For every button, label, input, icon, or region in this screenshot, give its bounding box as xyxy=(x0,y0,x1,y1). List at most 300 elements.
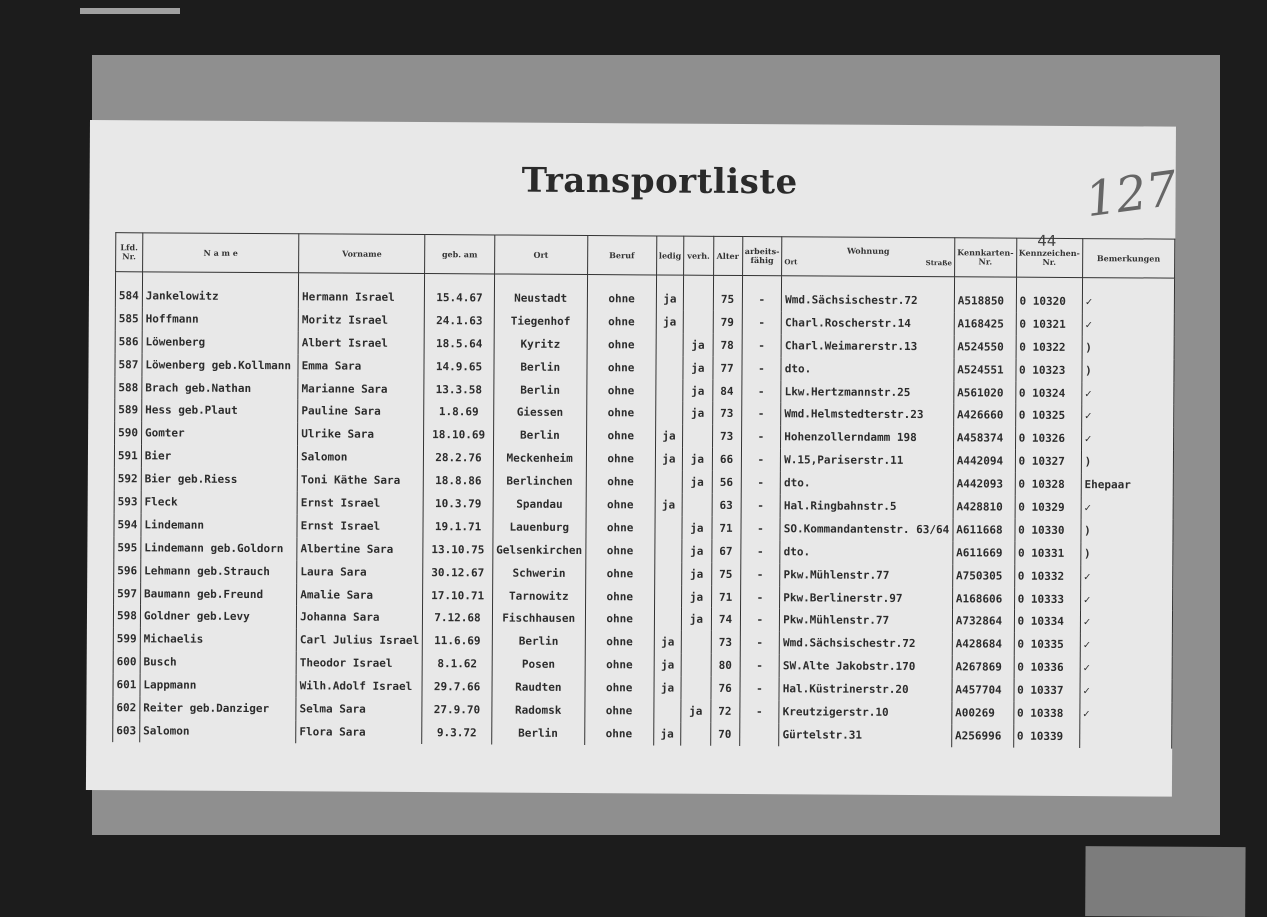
row-bemerkungen: ✓ xyxy=(1081,382,1173,405)
row-wohnung: Pkw.Berlinerstr.97 xyxy=(780,586,953,610)
row-wohnung: dto. xyxy=(780,540,953,564)
header-alter: Alter xyxy=(713,236,742,275)
header-ort: Ort xyxy=(494,235,587,275)
row-arbeitsfaehig: - xyxy=(742,334,782,357)
row-kennkarten: A518850 xyxy=(954,277,1016,313)
row-verh xyxy=(681,654,710,677)
row-ledig xyxy=(654,608,682,631)
row-alter: 73 xyxy=(711,631,740,654)
row-geb-am: 19.1.71 xyxy=(423,515,493,538)
row-name: Busch xyxy=(140,651,296,675)
row-wohnung: Pkw.Mühlenstr.77 xyxy=(780,609,953,633)
row-vorname: Wilh.Adolf Israel xyxy=(296,674,422,698)
row-alter: 84 xyxy=(712,379,741,402)
row-arbeitsfaehig: - xyxy=(741,517,781,540)
row-verh xyxy=(682,494,711,517)
row-arbeitsfaehig: - xyxy=(742,357,782,380)
row-vorname: Selma Sara xyxy=(296,697,422,721)
row-nr: 601 xyxy=(113,673,140,696)
row-nr: 595 xyxy=(114,536,141,559)
row-arbeitsfaehig: - xyxy=(740,586,780,609)
row-bemerkungen: ✓ xyxy=(1080,588,1172,611)
row-bemerkungen: ) xyxy=(1081,450,1173,473)
row-ort: Tiegenhof xyxy=(494,309,587,332)
row-name: Lappmann xyxy=(140,673,296,697)
header-arbeitsfaehig: arbeits- fähig xyxy=(742,236,782,275)
row-verh: ja xyxy=(682,517,711,540)
row-bemerkungen: ✓ xyxy=(1082,278,1175,314)
page-number: 44 xyxy=(1037,231,1057,250)
row-arbeitsfaehig: - xyxy=(741,471,781,494)
row-alter: 71 xyxy=(711,585,740,608)
row-arbeitsfaehig: - xyxy=(740,654,780,677)
row-nr: 588 xyxy=(115,376,142,399)
row-wohnung: Hohenzollerndamm 198 xyxy=(781,426,954,450)
row-alter: 73 xyxy=(712,425,741,448)
row-name: Reiter geb.Danziger xyxy=(140,696,296,720)
row-ledig xyxy=(655,471,683,494)
row-name: Gomter xyxy=(141,422,297,446)
row-kennkarten: A00269 xyxy=(952,701,1014,724)
row-kennkarten: A458374 xyxy=(953,427,1015,450)
row-ledig xyxy=(656,333,684,356)
row-beruf: ohne xyxy=(587,356,656,379)
row-arbeitsfaehig: - xyxy=(740,540,780,563)
row-kennzeichen: 0 10322 xyxy=(1016,335,1082,358)
row-bemerkungen: ✓ xyxy=(1080,656,1172,679)
row-nr: 593 xyxy=(114,490,141,513)
row-beruf: ohne xyxy=(585,676,654,699)
row-arbeitsfaehig: - xyxy=(741,425,781,448)
row-kennkarten: A168606 xyxy=(952,587,1014,610)
header-bemerkungen: Bemerkungen xyxy=(1082,239,1175,279)
header-wohnung-sub xyxy=(784,257,952,267)
row-arbeitsfaehig: - xyxy=(739,700,779,723)
row-kennkarten: A524550 xyxy=(954,335,1016,358)
row-verh: ja xyxy=(683,402,712,425)
row-beruf: ohne xyxy=(587,333,656,356)
row-name: Lindemann geb.Goldorn xyxy=(141,536,297,560)
row-kennkarten: A457704 xyxy=(952,678,1014,701)
row-bemerkungen: ✓ xyxy=(1080,633,1172,656)
row-verh: ja xyxy=(683,333,712,356)
row-nr: 600 xyxy=(113,650,140,673)
row-kennkarten: A168425 xyxy=(954,312,1016,335)
row-name: Bier xyxy=(141,445,297,469)
row-alter: 73 xyxy=(712,402,741,425)
row-kennkarten: A611669 xyxy=(953,541,1015,564)
row-ort: Radomsk xyxy=(492,698,585,721)
row-geb-am: 27.9.70 xyxy=(422,698,492,721)
row-kennkarten: A442094 xyxy=(953,450,1015,473)
row-kennzeichen: 0 10323 xyxy=(1016,358,1082,381)
row-geb-am: 18.8.86 xyxy=(424,469,494,492)
row-ledig: ja xyxy=(654,654,682,677)
row-wohnung: W.15,Pariserstr.11 xyxy=(781,448,954,472)
row-geb-am: 18.5.64 xyxy=(424,332,494,355)
row-bemerkungen: ) xyxy=(1082,336,1174,359)
row-geb-am: 14.9.65 xyxy=(424,355,494,378)
row-kennzeichen: 0 10327 xyxy=(1015,450,1081,473)
row-wohnung: Wmd.Helmstedterstr.23 xyxy=(781,403,954,427)
row-vorname: Carl Julius Israel xyxy=(296,629,422,653)
row-name: Lehmann geb.Strauch xyxy=(141,559,297,583)
row-verh: ja xyxy=(681,700,710,723)
row-nr: 591 xyxy=(114,444,141,467)
row-kennzeichen: 0 10334 xyxy=(1014,610,1080,633)
row-vorname: Pauline Sara xyxy=(298,400,424,424)
row-vorname: Albert Israel xyxy=(298,331,424,355)
row-ort: Tarnowitz xyxy=(492,584,585,607)
row-geb-am: 30.12.67 xyxy=(423,561,493,584)
row-ledig xyxy=(654,516,682,539)
row-bemerkungen: Ehepaar xyxy=(1081,473,1173,496)
row-beruf: ohne xyxy=(585,608,654,631)
row-kennzeichen: 0 10325 xyxy=(1015,404,1081,427)
row-kennkarten: A524551 xyxy=(954,358,1016,381)
row-beruf: ohne xyxy=(586,401,655,424)
row-beruf: ohne xyxy=(587,275,656,311)
row-ort: Fischhausen xyxy=(492,607,585,630)
row-ledig xyxy=(655,356,683,379)
row-arbeitsfaehig: - xyxy=(740,563,780,586)
row-ort: Berlin xyxy=(492,630,585,653)
row-kennzeichen: 0 10339 xyxy=(1013,725,1079,748)
transport-list-sheet xyxy=(86,120,1181,797)
row-ort: Giessen xyxy=(493,401,586,424)
row-nr: 598 xyxy=(113,605,140,628)
row-name: Brach geb.Nathan xyxy=(142,376,298,400)
row-verh: ja xyxy=(682,562,711,585)
row-alter: 78 xyxy=(713,334,742,357)
row-verh: ja xyxy=(682,585,711,608)
row-kennkarten: A256996 xyxy=(951,724,1013,747)
row-vorname: Albertine Sara xyxy=(297,537,423,561)
row-nr: 599 xyxy=(113,628,140,651)
row-wohnung: Gürtelstr.31 xyxy=(779,723,952,747)
row-wohnung: Lkw.Hertzmannstr.25 xyxy=(781,380,954,404)
row-geb-am: 18.10.69 xyxy=(424,423,494,446)
row-wohnung: dto. xyxy=(781,357,954,381)
header-beruf: Beruf xyxy=(587,236,656,275)
row-nr: 603 xyxy=(113,719,140,742)
row-kennkarten: A267869 xyxy=(952,656,1014,679)
row-alter: 79 xyxy=(713,311,742,334)
table-header-row xyxy=(116,233,1175,278)
row-geb-am: 11.6.69 xyxy=(423,629,493,652)
row-verh xyxy=(681,677,710,700)
row-bemerkungen: ✓ xyxy=(1081,496,1173,519)
row-kennzeichen: 0 10336 xyxy=(1014,656,1080,679)
paper-stain xyxy=(1085,846,1245,917)
row-verh xyxy=(684,311,713,334)
row-name: Löwenberg xyxy=(142,330,298,354)
row-vorname: Ulrike Sara xyxy=(298,423,424,447)
row-wohnung: Wmd.Sächsischestr.72 xyxy=(782,276,955,312)
row-nr: 587 xyxy=(115,353,142,376)
row-bemerkungen: ✓ xyxy=(1080,611,1172,634)
row-verh: ja xyxy=(682,608,711,631)
row-nr: 592 xyxy=(114,467,141,490)
row-bemerkungen xyxy=(1079,725,1171,748)
row-ort: Gelsenkirchen xyxy=(493,538,586,561)
row-bemerkungen: ✓ xyxy=(1080,679,1172,702)
row-geb-am: 10.3.79 xyxy=(423,492,493,515)
row-ledig: ja xyxy=(655,448,683,471)
row-wohnung: SW.Alte Jakobstr.170 xyxy=(779,654,952,678)
row-name: Hoffmann xyxy=(142,307,298,331)
row-alter: 77 xyxy=(712,356,741,379)
row-ledig xyxy=(654,585,682,608)
row-bemerkungen: ✓ xyxy=(1082,313,1174,336)
row-kennzeichen: 0 10328 xyxy=(1015,473,1081,496)
row-name: Bier geb.Riess xyxy=(141,467,297,491)
row-beruf: ohne xyxy=(585,585,654,608)
row-wohnung: SO.Kommandantenstr. 63/64 xyxy=(780,517,953,541)
row-beruf: ohne xyxy=(585,630,654,653)
row-wohnung: Charl.Weimarerstr.13 xyxy=(781,334,954,358)
row-bemerkungen: ) xyxy=(1080,542,1172,565)
row-arbeitsfaehig: - xyxy=(740,631,780,654)
row-vorname: Laura Sara xyxy=(297,560,423,584)
row-kennkarten: A428684 xyxy=(952,633,1014,656)
row-ledig: ja xyxy=(654,677,682,700)
document-title: Transportliste xyxy=(521,160,798,203)
row-ort: Meckenheim xyxy=(493,447,586,470)
row-name: Fleck xyxy=(141,490,297,514)
row-alter: 80 xyxy=(711,654,740,677)
row-geb-am: 7.12.68 xyxy=(423,607,493,630)
row-ort: Lauenburg xyxy=(493,515,586,538)
header-ledig: ledig xyxy=(656,236,684,275)
header-kennkarten: Kennkarten- Nr. xyxy=(954,238,1016,277)
header-wohnung xyxy=(782,237,955,277)
row-name: Lindemann xyxy=(141,513,297,537)
row-vorname: Flora Sara xyxy=(296,720,422,744)
header-kennzeichen: Kennzeichen- Nr. xyxy=(1016,238,1082,277)
row-kennzeichen: 0 10333 xyxy=(1014,587,1080,610)
row-kennzeichen: 0 10335 xyxy=(1014,633,1080,656)
row-ledig xyxy=(654,539,682,562)
row-alter: 75 xyxy=(711,562,740,585)
row-kennzeichen: 0 10321 xyxy=(1016,313,1082,336)
row-wohnung: Kreutzigerstr.10 xyxy=(779,700,952,724)
row-name: Jankelowitz xyxy=(142,272,298,308)
row-geb-am: 9.3.72 xyxy=(422,721,492,744)
row-geb-am: 13.3.58 xyxy=(424,378,494,401)
row-arbeitsfaehig: - xyxy=(741,494,781,517)
row-nr: 596 xyxy=(114,559,141,582)
row-vorname: Moritz Israel xyxy=(298,308,424,332)
row-wohnung: Hal.Ringbahnstr.5 xyxy=(780,494,953,518)
row-beruf: ohne xyxy=(585,699,654,722)
row-alter: 67 xyxy=(711,540,740,563)
header-geb-am: geb. am xyxy=(425,235,495,274)
row-alter: 63 xyxy=(712,494,741,517)
row-bemerkungen: ✓ xyxy=(1081,405,1173,428)
row-verh: ja xyxy=(682,539,711,562)
row-ledig: ja xyxy=(655,493,683,516)
row-nr: 589 xyxy=(115,399,142,422)
row-nr: 586 xyxy=(115,330,142,353)
row-kennzeichen: 0 10332 xyxy=(1014,564,1080,587)
row-kennkarten: A732864 xyxy=(952,610,1014,633)
row-ledig xyxy=(655,402,683,425)
row-beruf: ohne xyxy=(585,562,654,585)
row-ort: Berlin xyxy=(494,378,587,401)
row-kennkarten: A611668 xyxy=(953,518,1015,541)
row-vorname: Johanna Sara xyxy=(297,606,423,630)
row-bemerkungen: ✓ xyxy=(1081,427,1173,450)
header-wohnung-label: Wohnung xyxy=(846,245,890,256)
row-arbeitsfaehig: - xyxy=(741,402,781,425)
row-ledig: ja xyxy=(654,631,682,654)
row-ort: Spandau xyxy=(493,492,586,515)
row-beruf: ohne xyxy=(587,379,656,402)
row-vorname: Ernst Israel xyxy=(297,514,423,538)
row-geb-am: 8.1.62 xyxy=(422,652,492,675)
row-geb-am: 17.10.71 xyxy=(423,584,493,607)
row-ledig xyxy=(655,379,683,402)
row-beruf: ohne xyxy=(586,493,655,516)
row-ort: Posen xyxy=(492,653,585,676)
row-ort: Berlin xyxy=(493,424,586,447)
row-vorname: Emma Sara xyxy=(298,354,424,378)
row-beruf: ohne xyxy=(586,470,655,493)
row-ort: Raudten xyxy=(492,676,585,699)
row-geb-am: 29.7.66 xyxy=(422,675,492,698)
header-lfd-nr: Lfd. Nr. xyxy=(116,233,143,272)
header-name: N a m e xyxy=(142,233,298,273)
handwritten-number: 127 xyxy=(1082,160,1181,229)
row-beruf: ohne xyxy=(586,516,655,539)
header-wohnung-ort: Ort xyxy=(784,257,798,267)
row-vorname: Ernst Israel xyxy=(297,491,423,515)
row-vorname: Marianne Sara xyxy=(298,377,424,401)
row-geb-am: 15.4.67 xyxy=(425,274,495,310)
row-kennkarten: A428810 xyxy=(953,495,1015,518)
row-vorname: Amalie Sara xyxy=(297,583,423,607)
row-verh xyxy=(682,631,711,654)
transport-table xyxy=(112,232,1175,748)
row-kennzeichen: 0 10330 xyxy=(1015,519,1081,542)
row-kennzeichen: 0 10324 xyxy=(1015,381,1081,404)
row-name: Hess geb.Plaut xyxy=(142,399,298,423)
row-verh xyxy=(683,425,712,448)
row-name: Baumann geb.Freund xyxy=(140,582,296,606)
row-nr: 597 xyxy=(114,582,141,605)
row-arbeitsfaehig xyxy=(739,723,779,746)
row-name: Salomon xyxy=(140,719,296,743)
row-arbeitsfaehig: - xyxy=(741,448,781,471)
row-ort: Berlinchen xyxy=(493,470,586,493)
row-wohnung: Pkw.Mühlenstr.77 xyxy=(780,563,953,587)
row-kennzeichen: 0 10338 xyxy=(1013,702,1079,725)
row-ort: Berlin xyxy=(494,355,587,378)
row-geb-am: 24.1.63 xyxy=(425,309,495,332)
row-vorname: Toni Käthe Sara xyxy=(297,468,423,492)
row-bemerkungen: ) xyxy=(1082,359,1174,382)
row-arbeitsfaehig: - xyxy=(742,311,782,334)
row-ledig: ja xyxy=(653,722,681,745)
row-ledig xyxy=(653,699,681,722)
row-ort: Kyritz xyxy=(494,332,587,355)
row-ort: Berlin xyxy=(491,721,584,744)
row-ledig: ja xyxy=(656,310,684,333)
row-vorname: Salomon xyxy=(298,446,424,470)
row-vorname: Hermann Israel xyxy=(298,273,424,309)
row-vorname: Theodor Israel xyxy=(296,652,422,676)
row-arbeitsfaehig: - xyxy=(742,275,782,311)
row-verh xyxy=(684,275,713,311)
row-kennzeichen: 0 10331 xyxy=(1014,541,1080,564)
row-ort: Neustadt xyxy=(494,274,587,310)
row-wohnung: Wmd.Sächsischestr.72 xyxy=(779,632,952,656)
row-alter: 71 xyxy=(711,517,740,540)
row-name: Löwenberg geb.Kollmann xyxy=(142,353,298,377)
row-nr: 590 xyxy=(115,422,142,445)
row-beruf: ohne xyxy=(585,653,654,676)
row-arbeitsfaehig: - xyxy=(740,677,780,700)
row-bemerkungen: ✓ xyxy=(1080,565,1172,588)
row-verh: ja xyxy=(683,379,712,402)
row-kennzeichen: 0 10326 xyxy=(1015,427,1081,450)
row-alter: 72 xyxy=(710,700,739,723)
row-kennzeichen: 0 10337 xyxy=(1014,679,1080,702)
row-wohnung: dto. xyxy=(780,471,953,495)
row-kennkarten: A561020 xyxy=(954,381,1016,404)
row-arbeitsfaehig: - xyxy=(741,380,781,403)
row-verh: ja xyxy=(683,356,712,379)
row-geb-am: 13.10.75 xyxy=(423,538,493,561)
row-ledig: ja xyxy=(656,275,684,311)
row-kennkarten: A442093 xyxy=(953,472,1015,495)
row-alter: 74 xyxy=(711,608,740,631)
row-kennzeichen: 0 10329 xyxy=(1015,496,1081,519)
row-beruf: ohne xyxy=(587,310,656,333)
row-beruf: ohne xyxy=(586,539,655,562)
row-geb-am: 28.2.76 xyxy=(424,446,494,469)
row-beruf: ohne xyxy=(585,722,654,745)
row-kennkarten: A426660 xyxy=(953,404,1015,427)
row-geb-am: 1.8.69 xyxy=(424,400,494,423)
row-kennkarten: A750305 xyxy=(952,564,1014,587)
row-nr: 594 xyxy=(114,513,141,536)
row-nr: 585 xyxy=(115,307,142,330)
row-alter: 66 xyxy=(712,448,741,471)
row-verh: ja xyxy=(683,448,712,471)
row-name: Michaelis xyxy=(140,628,296,652)
row-beruf: ohne xyxy=(586,447,655,470)
row-alter: 75 xyxy=(713,275,742,311)
row-bemerkungen: ✓ xyxy=(1080,702,1172,725)
row-arbeitsfaehig: - xyxy=(740,608,780,631)
header-vorname: Vorname xyxy=(299,234,425,274)
film-edge-mark xyxy=(80,8,180,14)
row-wohnung: Hal.Küstrinerstr.20 xyxy=(779,677,952,701)
row-ledig: ja xyxy=(655,425,683,448)
row-nr: 584 xyxy=(115,272,142,308)
row-beruf: ohne xyxy=(586,424,655,447)
row-alter: 70 xyxy=(710,723,739,746)
row-verh: ja xyxy=(683,471,712,494)
row-name: Goldner geb.Levy xyxy=(140,605,296,629)
header-wohnung-strasse: Straße xyxy=(925,258,952,268)
row-wohnung: Charl.Roscherstr.14 xyxy=(781,311,954,335)
row-nr: 602 xyxy=(113,696,140,719)
header-verh: verh. xyxy=(684,236,713,275)
row-bemerkungen: ) xyxy=(1081,519,1173,542)
